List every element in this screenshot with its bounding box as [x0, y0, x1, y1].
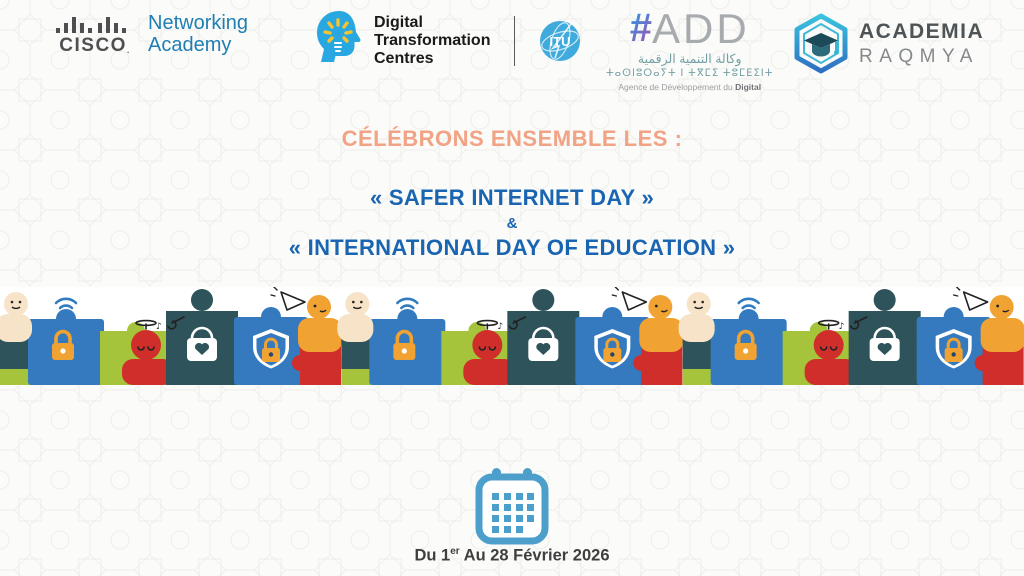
add-agency-logo — [606, 5, 774, 92]
ampersand-connector: & — [506, 215, 518, 232]
academia-raqmya-logo — [792, 13, 984, 75]
digital-transformation-centres-logo — [314, 10, 583, 72]
event-title-international-day-of-education: « INTERNATIONAL DAY OF EDUCATION » — [288, 235, 736, 260]
calendar-icon — [475, 468, 549, 546]
academia-line2: RAQMYA — [859, 45, 979, 67]
cisco-bars-icon — [52, 14, 138, 34]
event-title-safer-internet-day: « SAFER INTERNET DAY » — [369, 185, 655, 210]
dtc-name: Digital Transformation Centres — [374, 13, 491, 68]
cisco-networking-academy-logo — [52, 12, 248, 57]
community-puzzle-illustration — [0, 287, 1024, 385]
logo-divider — [514, 16, 515, 66]
add-arabic-name: وكالة التنمية الرقمية — [637, 51, 742, 66]
cisco-wordmark: CISCO. — [59, 34, 131, 56]
svg-text:ITU: ITU — [549, 34, 571, 49]
cisco-academy-name: Networking Academy — [148, 12, 249, 57]
itu-logo — [537, 18, 583, 64]
graduation-cap-hexagon-icon — [792, 13, 850, 75]
intro-heading: CÉLÉBRONS ENSEMBLE LES : — [341, 126, 683, 151]
events-heading — [0, 187, 1024, 259]
add-hash-glyph: # — [629, 6, 652, 50]
add-tifinagh-name: ⵜⴰⵙⵏⵓⵔⴰⵢⵜ ⵏ ⵜⴳⵎⵉ ⵜⵓⵎⴹⵉⵏⵜ — [606, 67, 774, 79]
event-date-range: Du 1er Au 28 Février 2026 — [414, 546, 610, 565]
add-acronym: ADD — [651, 5, 750, 52]
head-lightbulb-icon — [314, 10, 364, 72]
add-french-name: Agence de Développement du Digital — [618, 81, 762, 92]
academia-line1: ACADEMIA — [859, 20, 985, 44]
